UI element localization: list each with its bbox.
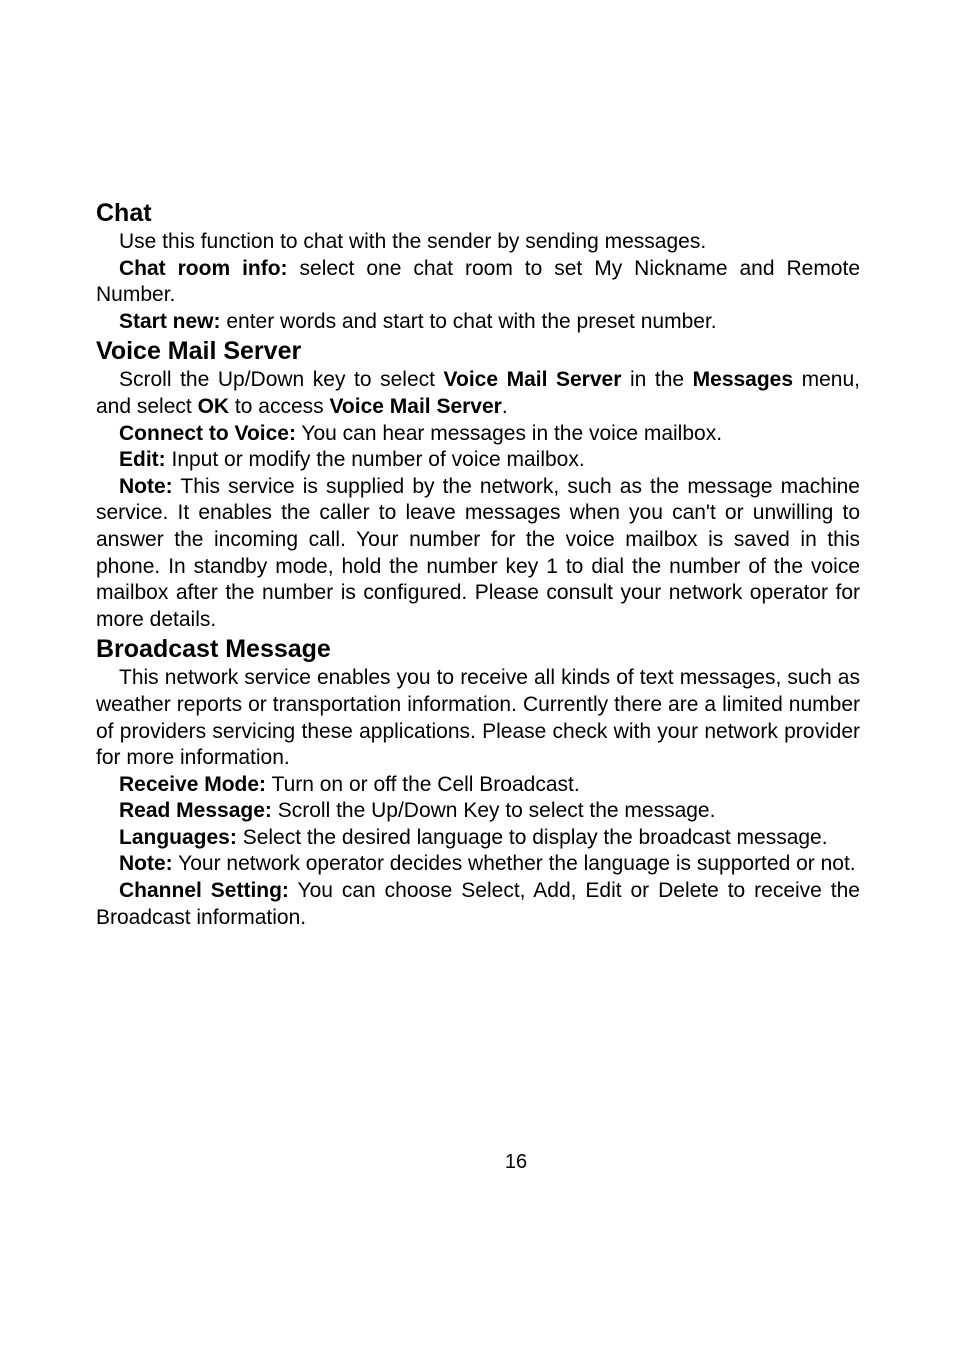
voice-mail-intro-text-4: to access bbox=[229, 394, 330, 418]
voice-mail-edit-paragraph bbox=[96, 447, 860, 474]
voice-mail-connect-term: Connect to Voice: bbox=[119, 421, 296, 445]
broadcast-heading: Broadcast Message bbox=[96, 635, 331, 664]
broadcast-intro: This network service enables you to receive all kinds of text messages, such as weather reports or transportation information. Currently there are a limited number of providers servicing these applications. Please check with your network provider for more information. bbox=[96, 666, 860, 770]
voice-mail-intro-term-3: OK bbox=[197, 394, 230, 418]
voice-mail-intro-term-4: Voice Mail Server bbox=[329, 394, 502, 418]
voice-mail-intro-paragraph bbox=[96, 367, 860, 420]
chat-intro: Use this function to chat with the sender by sending messages. bbox=[119, 230, 707, 253]
voice-mail-edit-text: Input or modify the number of voice mailbox. bbox=[165, 448, 585, 472]
broadcast-note-paragraph bbox=[96, 851, 860, 878]
broadcast-channel-text: You can choose Select, Add, Edit or Delete to receive the Broadcast information. bbox=[96, 879, 860, 929]
broadcast-languages-paragraph bbox=[96, 825, 860, 852]
page-number: 16 bbox=[504, 1151, 528, 1173]
voice-mail-heading: Voice Mail Server bbox=[96, 337, 302, 366]
broadcast-note-term: Note: bbox=[119, 852, 173, 876]
page-content bbox=[96, 197, 860, 931]
voice-mail-intro-text-2: in the bbox=[621, 368, 693, 392]
voice-mail-edit-term: Edit: bbox=[119, 448, 166, 472]
voice-mail-note-term: Note: bbox=[119, 474, 173, 498]
voice-mail-intro-text-5: . bbox=[501, 394, 508, 418]
broadcast-note-text: Your network operator decides whether the language is supported or not. bbox=[172, 852, 856, 876]
chat-room-info-paragraph bbox=[96, 256, 860, 309]
broadcast-receive-text: Turn on or off the Cell Broadcast. bbox=[266, 772, 580, 796]
voice-mail-intro-text-3: menu, and select bbox=[96, 368, 860, 418]
broadcast-channel-paragraph bbox=[96, 878, 860, 931]
chat-start-new-paragraph bbox=[96, 309, 860, 336]
chat-room-info-text: select one chat room to set My Nickname and Remote Number. bbox=[96, 256, 861, 307]
broadcast-channel-term: Channel Setting: bbox=[119, 879, 289, 903]
broadcast-read-term: Read Message: bbox=[119, 799, 272, 823]
broadcast-receive-term: Receive Mode: bbox=[119, 772, 267, 796]
chat-start-new-term: Start new: bbox=[119, 309, 221, 333]
broadcast-receive-paragraph bbox=[96, 772, 860, 799]
chat-start-new-text: enter words and start to chat with the preset number. bbox=[220, 309, 717, 333]
voice-mail-note-paragraph bbox=[96, 474, 860, 634]
voice-mail-connect-paragraph bbox=[96, 421, 860, 448]
voice-mail-connect-text: You can hear messages in the voice mailbox. bbox=[295, 421, 723, 445]
voice-mail-note-text: This service is supplied by the network, such as the message machine service. It enables the caller to leave messages when you can't or unwilling to answer the incoming call. Your number for the voice mailbox is saved in this phone. In standby mode, hold the number key 1 to dial the number of the voice mailbox after the number is configured. Please consult your network operator for more details. bbox=[96, 474, 860, 631]
chat-heading: Chat bbox=[96, 199, 152, 227]
broadcast-read-paragraph bbox=[96, 798, 860, 825]
voice-mail-intro-term-1: Voice Mail Server bbox=[443, 368, 622, 392]
voice-mail-intro-term-2: Messages bbox=[692, 368, 794, 392]
broadcast-languages-term: Languages: bbox=[119, 825, 237, 849]
chat-room-info-term: Chat room info: bbox=[119, 256, 288, 280]
voice-mail-intro-text-1: Scroll the Up/Down key to select bbox=[119, 368, 444, 392]
broadcast-read-text: Scroll the Up/Down Key to select the message. bbox=[271, 799, 716, 823]
broadcast-languages-text: Select the desired language to display the broadcast message. bbox=[236, 825, 828, 849]
